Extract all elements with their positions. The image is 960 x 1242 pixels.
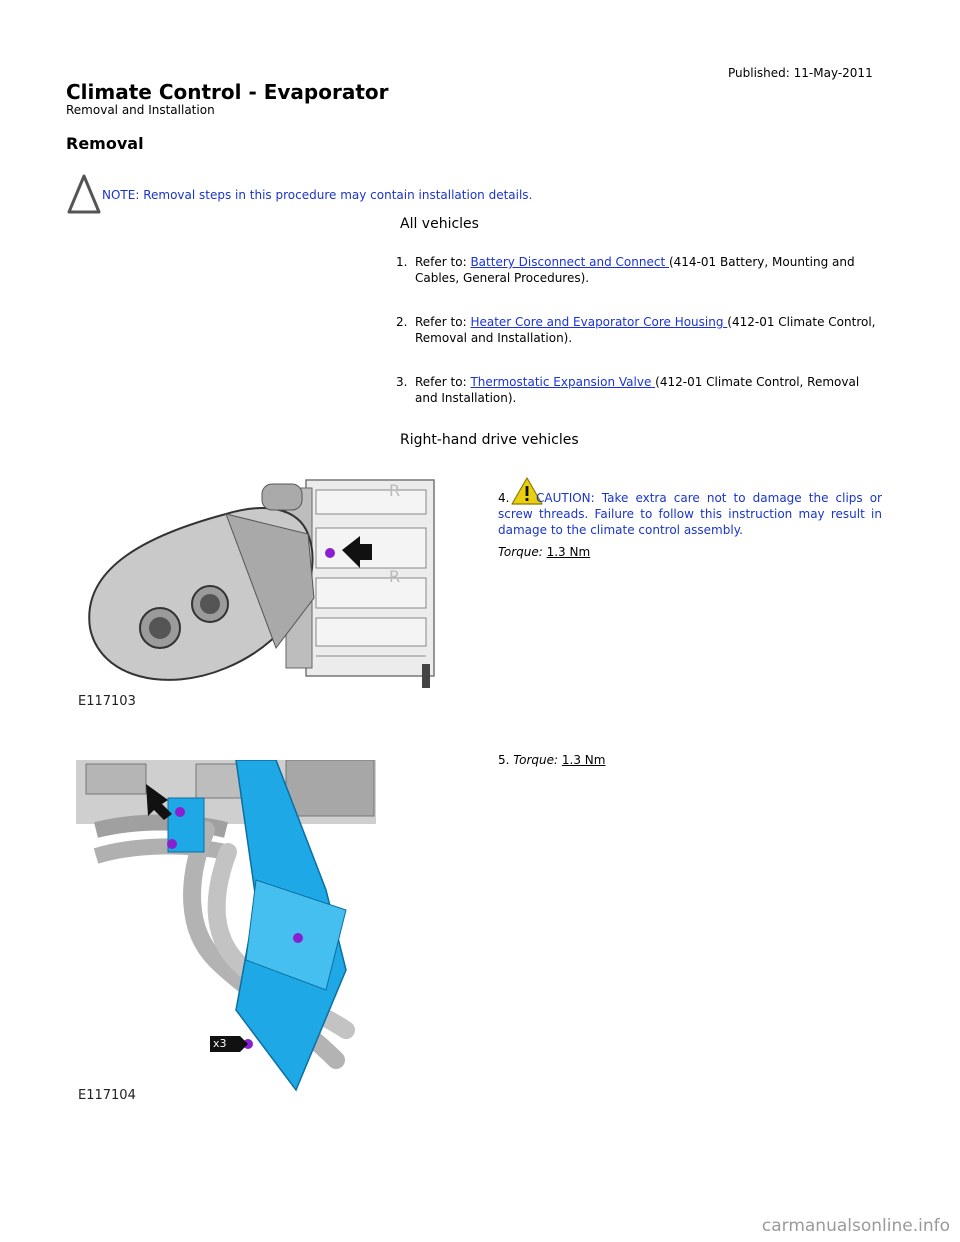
torque-value: 1.3 Nm	[561, 753, 606, 767]
figure-label: E117103	[78, 694, 136, 709]
note-block	[66, 172, 586, 220]
step-number: 5.	[498, 753, 510, 767]
section-rhd-vehicles: Right-hand drive vehicles	[400, 432, 579, 448]
warning-outline-icon	[66, 172, 102, 216]
callout-x3: x3	[213, 1037, 227, 1050]
step-5	[498, 752, 605, 768]
svg-text:R: R	[389, 481, 401, 500]
page-title: Climate Control - Evaporator	[66, 80, 389, 104]
fastener-marker	[325, 548, 335, 558]
figure-e117104	[76, 760, 376, 1108]
link-battery-disconnect[interactable]: Battery Disconnect and Connect	[470, 255, 669, 269]
note-text: NOTE: Removal steps in this procedure may contain installation details.	[102, 188, 533, 202]
figure-label: E117104	[78, 1088, 136, 1103]
step-number: 3.	[396, 375, 408, 389]
step-number: 2.	[396, 315, 408, 329]
step-number: 1.	[396, 255, 408, 269]
step-number: 4.	[498, 491, 510, 505]
evaporator-housing-illustration	[76, 478, 438, 712]
refer-to-label: Refer to:	[415, 315, 471, 329]
torque-label: Torque:	[513, 753, 559, 767]
published-date: Published: 11-May-2011	[728, 66, 873, 80]
step-1	[396, 254, 886, 288]
link-heater-core-housing[interactable]: Heater Core and Evaporator Core Housing	[470, 315, 728, 329]
torque-label: Torque:	[498, 545, 543, 559]
reference-text: (412-01 Climate Control, Removal and Installation).	[415, 315, 876, 345]
refer-to-label: Refer to:	[415, 375, 471, 389]
section-all-vehicles: All vehicles	[400, 216, 479, 232]
step-2	[396, 314, 886, 348]
step-3	[396, 374, 886, 408]
caution-text: CAUTION: Take extra care not to damage the clips or screw threads. Failure to follow this instruction may result in damage to the climate control assembly.	[498, 491, 882, 537]
reference-text: (412-01 Climate Control, Removal and Installation).	[415, 375, 860, 405]
link-thermostatic-expansion-valve[interactable]: Thermostatic Expansion Valve	[470, 375, 656, 389]
watermark: carmanualsonline.info	[761, 1216, 950, 1236]
refer-to-label: Refer to:	[415, 255, 471, 269]
reference-text: (414-01 Battery, Mounting and Cables, General Procedures).	[415, 255, 855, 285]
removal-heading: Removal	[66, 134, 144, 153]
svg-text:R: R	[389, 567, 401, 586]
figure-e117103	[76, 478, 438, 712]
evaporator-pipe-bracket-illustration	[76, 760, 376, 1108]
torque-spec	[498, 544, 590, 560]
torque-value: 1.3 Nm	[546, 545, 591, 559]
page-subtitle: Removal and Installation	[66, 103, 215, 117]
